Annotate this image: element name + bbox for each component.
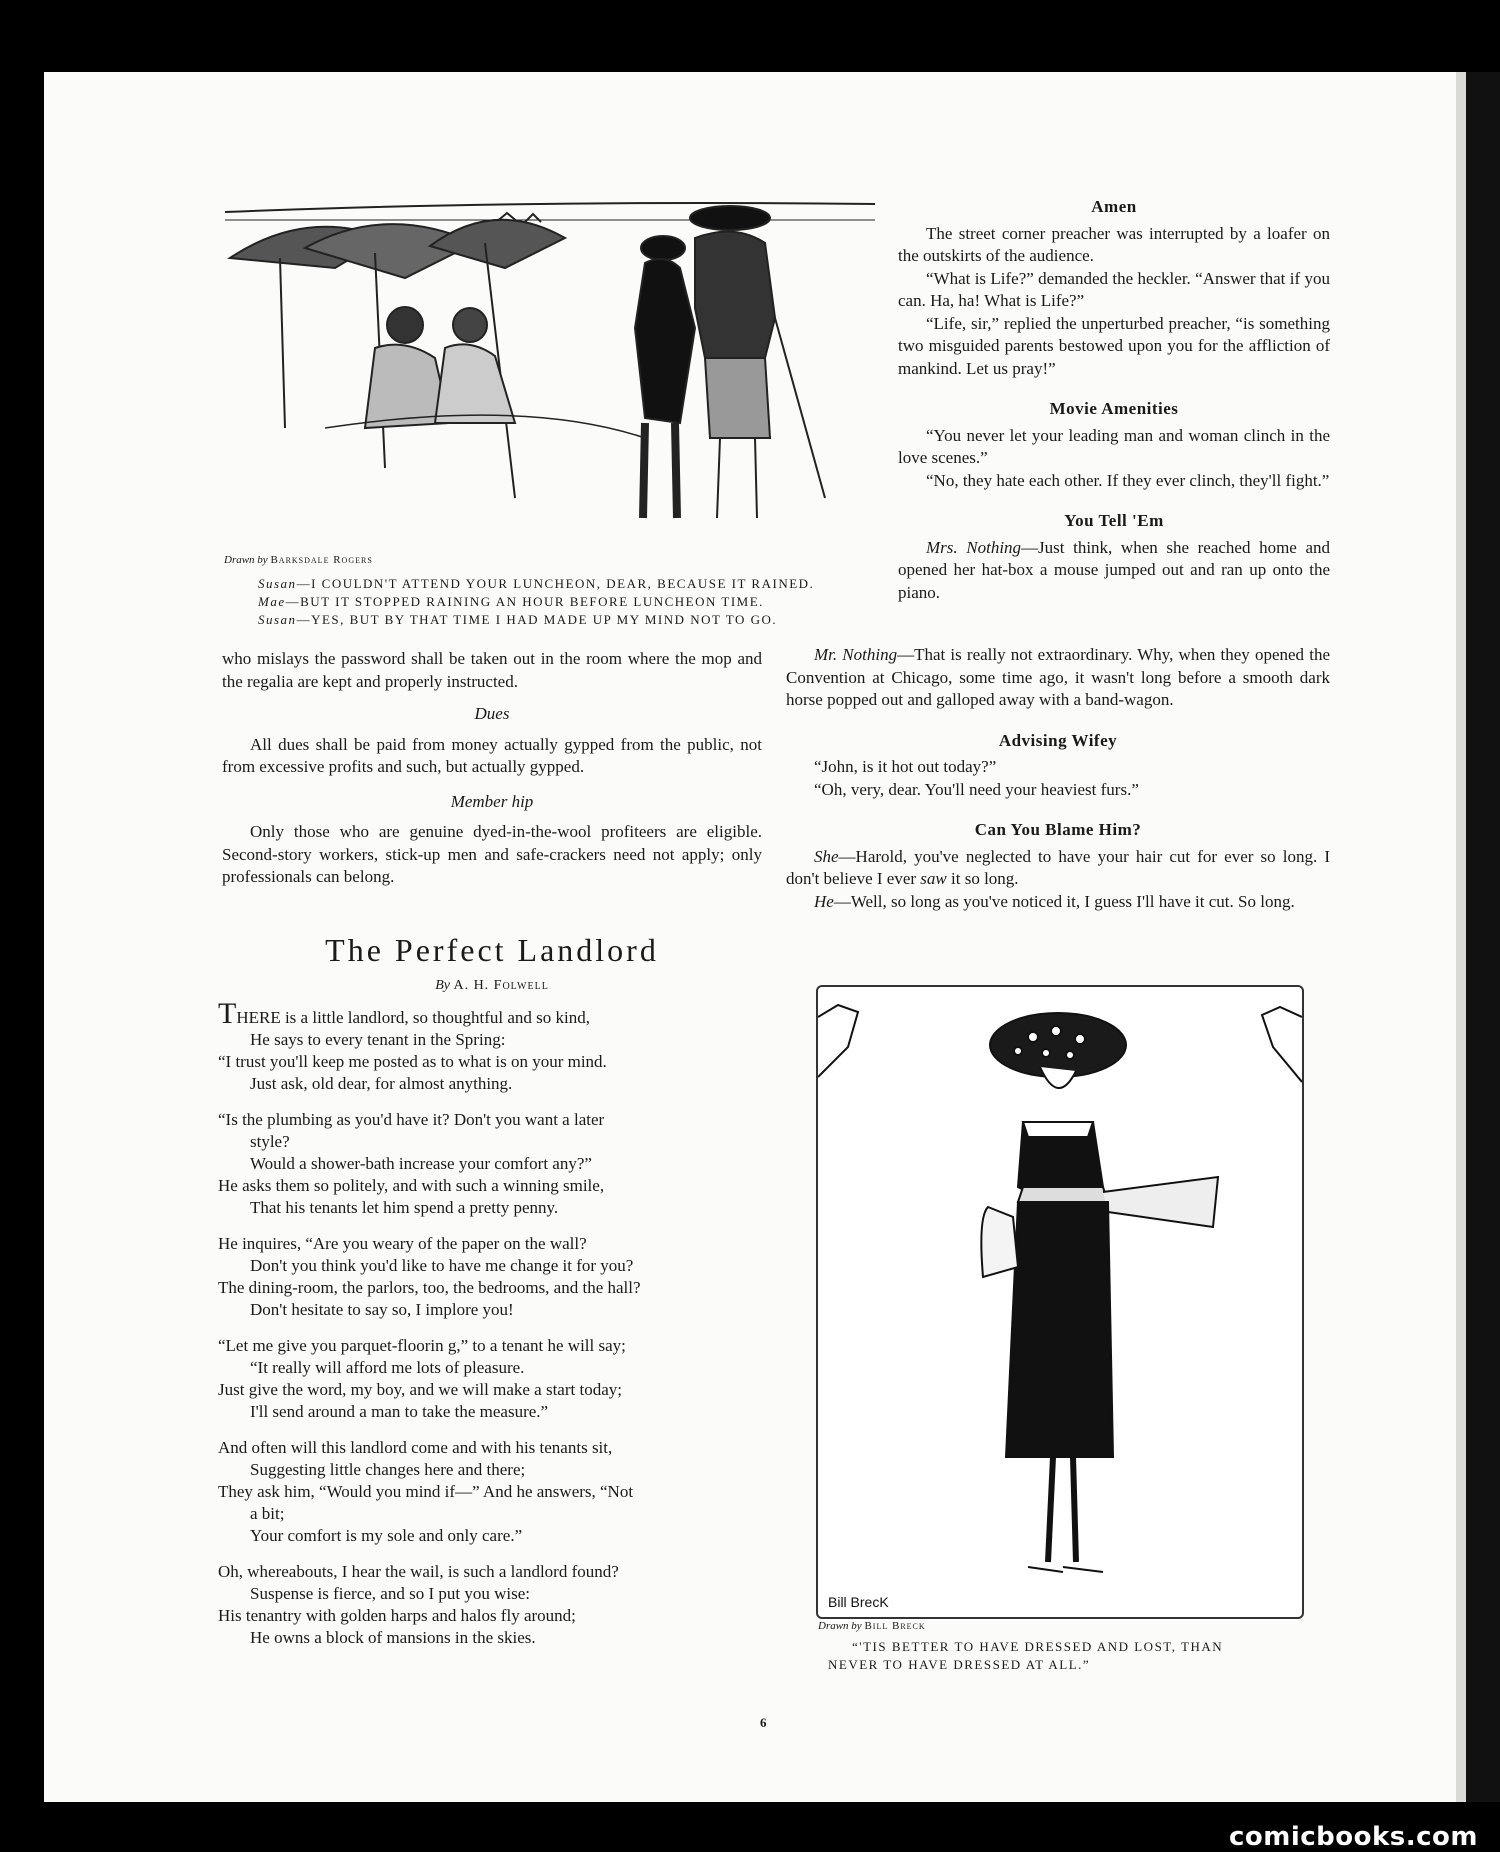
left-column [222,648,762,889]
cartoon-signature: Bill BrecK [828,1594,889,1610]
membership-text: Only those who are genuine dyed-in-the-wool profiteers are eligible. Second-story workers, stick-up men and safe-crackers need not apply; only professionals can belong. [222,822,762,886]
continued-text: who mislays the password shall be taken out in the room where the mop and the regalia are kept and properly instructed. [222,649,762,691]
tell-p2: Mr. Nothing—That is really not extraordinary. Why, when they opened the Convention at Chicago, some time ago, it wasn't long before a smooth dark horse popped out and galloped away with a band-wagon. [786,645,1330,709]
book-edge [1466,72,1500,1802]
page-number: 6 [760,1715,767,1730]
stanza: “Let me give you parquet-floorin g,” to a tenant he will say; “It really will afford me lots of pleasure. Just give the word, my boy, and we will make a start today; I'll send around a man to take the measure.” [218,1336,626,1421]
drop-cap: T [218,997,237,1030]
blame-p1: She—Harold, you've neglected to have your hair cut for ever so long. I don't believe I ever saw it so long. [786,846,1330,888]
wifey-p1: “John, is it hot out today?” [814,757,997,776]
site-watermark: comicbooks.com [1228,1822,1478,1852]
movie-heading: Movie Amenities [1049,399,1179,418]
right-column-top [898,196,1330,604]
poem-byline: By A. H. Folwell [435,978,549,993]
wifey-heading: Advising Wifey [998,730,1118,750]
dues-text: All dues shall be paid from money actually gypped from the public, not from excessive profits and such, but actually gypped. [222,734,762,776]
stanza: THERE is a little landlord, so thoughtful and so kind, He says to every tenant in the Spring: “I trust you'll keep me posted as to what is on your mind. Just ask, old dear, for almost anything. [218,997,607,1093]
amen-heading: Amen [1091,197,1137,216]
amen-p3: “Life, sir,” replied the unperturbed preacher, “is something two misguided parents bestowed upon you for the affliction of mankind. Let us pray!” [898,313,1330,378]
blame-p2: He—Well, so long as you've noticed it, I guess I'll have it cut. So long. [814,891,1295,911]
stanza: He inquires, “Are you weary of the paper on the wall? Don't you think you'd like to have me change it for you? The dining-room, the parlors, too, the bedrooms, and the hall? Don't hesitate to say so, I implore you! [218,1234,641,1319]
movie-p1: “You never let your leading man and woman clinch in the love scenes.” [898,425,1330,467]
amen-p1: The street corner preacher was interrupted by a loafer on the outskirts of the audience. [898,223,1330,265]
top-cartoon-caption: Susan—I COULDN'T ATTEND YOUR LUNCHEON, DEAR, BECAUSE IT RAINED. Mae—BUT IT STOPPED RAINING AN HOUR BEFORE LUNCHEON TIME. Susan—YES, BUT BY THAT TIME I HAD MADE UP MY MIND NOT TO GO. [258,576,815,627]
blame-heading: Can You Blame Him? [974,820,1142,839]
bottom-cartoon-caption: “'TIS BETTER TO HAVE DRESSED AND LOST, THAN NEVER TO HAVE DRESSED AT ALL.” [828,1639,1224,1672]
dues-heading: Dues [474,704,510,723]
tell-heading: You Tell 'Em [1064,511,1164,530]
stanza: “Is the plumbing as you'd have it? Don't you want a later style? Would a shower-bath increase your comfort any?” He asks them so politely, and with such a winning smile, That his tenants let him spend a pretty penny. [218,1110,605,1217]
wifey-p2: “Oh, very, dear. You'll need your heaviest furs.” [814,779,1139,799]
cartoon-drawing [818,987,1302,1617]
stanza: Oh, whereabouts, I hear the wail, is such a landlord found? Suspense is fierce, and so I put you wise: His tenantry with golden harps and halos fly around; He owns a block of mansions in the skies. [218,1562,619,1647]
beach-umbrella-cartoon [225,198,880,543]
woman-in-hat-cartoon [816,985,1304,1619]
movie-p2: “No, they hate each other. If they ever clinch, they'll fight.” [926,470,1330,490]
amen-p2: “What is Life?” demanded the heckler. “Answer that if you can. Ha, ha! What is Life?” [898,268,1330,310]
right-column-wide [786,644,1330,913]
membership-heading: Member hip [450,791,534,811]
page-spine [1456,72,1466,1802]
stanza: And often will this landlord come and with his tenants sit, Suggesting little changes here and there; They ask him, “Would you mind if—” And he answers, “Not a bit; Your comfort is my sole and only care.” [218,1438,634,1545]
poem-body [218,997,641,1649]
bottom-cartoon-credit: Drawn by Bill Breck [818,1620,926,1632]
poem-title: The Perfect Landlord [325,932,659,968]
top-cartoon-credit: Drawn by Barksdale Rogers [224,554,373,566]
tell-p1: Mrs. Nothing—Just think, when she reached home and opened her hat-box a mouse jumped out and ran up onto the piano. [898,537,1330,602]
